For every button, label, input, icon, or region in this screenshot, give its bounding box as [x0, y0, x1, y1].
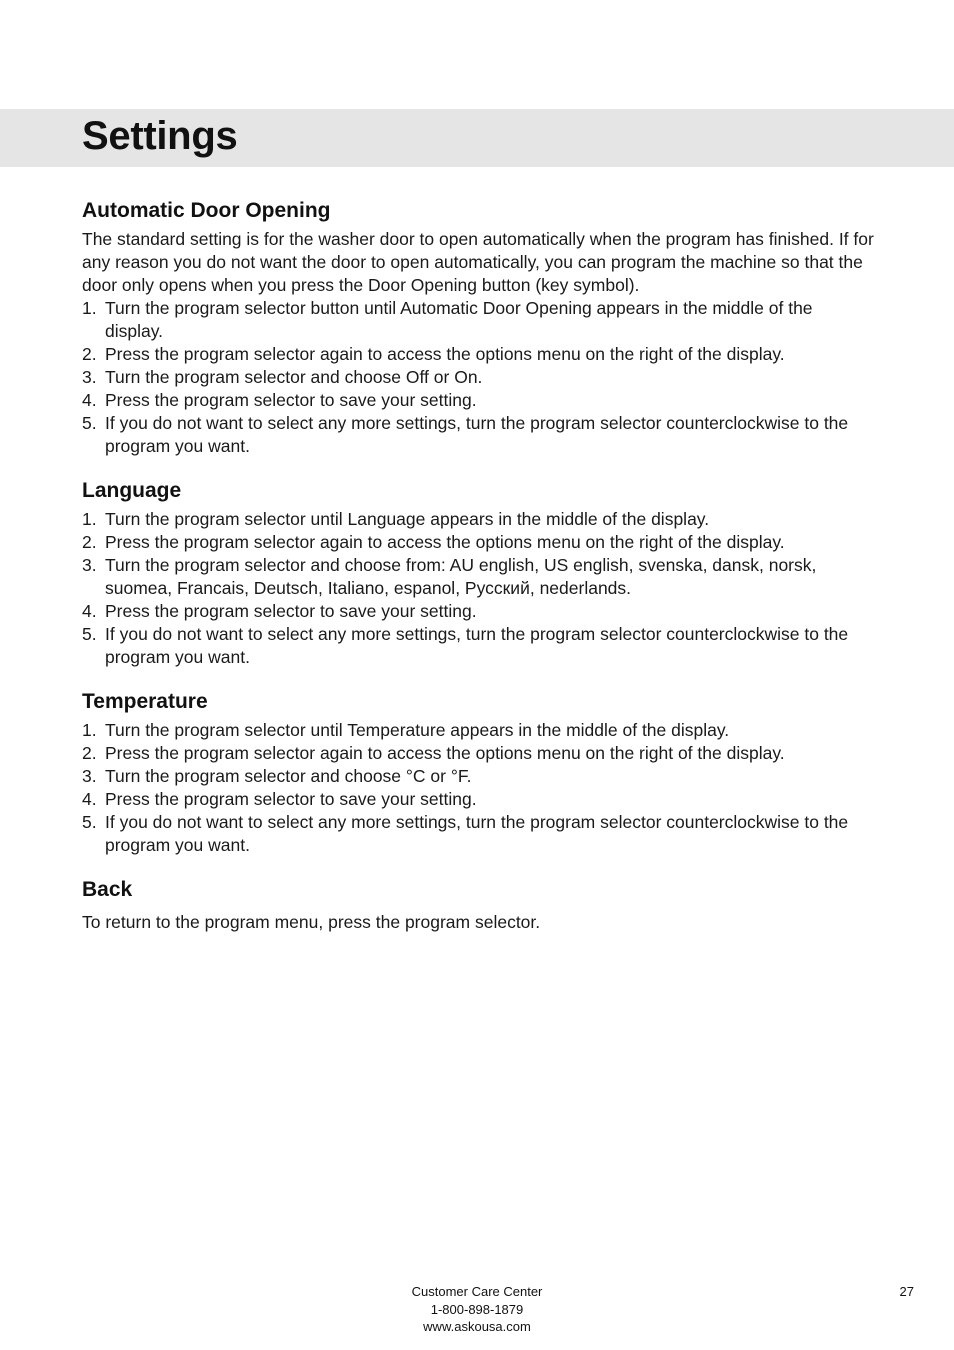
section-language: [82, 476, 874, 669]
list-item: [82, 297, 874, 343]
steps-list: [82, 719, 874, 857]
footer-line-phone: 1-800-898-1879: [430, 1301, 524, 1317]
step-number: 5.: [82, 413, 97, 433]
step-number: 2.: [82, 743, 97, 763]
section-heading: Back: [82, 878, 133, 901]
section-text: To return to the program menu, press the program selector.: [82, 912, 541, 932]
footer: [0, 1283, 954, 1336]
step-text: Turn the program selector until Language appears in the middle of the display.: [105, 509, 710, 529]
section-back: [82, 875, 874, 934]
steps-list: [82, 297, 874, 458]
list-item: [82, 788, 874, 811]
step-number: 3.: [82, 555, 97, 575]
step-number: 1.: [82, 298, 97, 318]
section-heading: Temperature: [82, 690, 208, 713]
step-text: Turn the program selector and choose Off or On.: [105, 367, 483, 387]
content: [82, 196, 874, 952]
list-item: [82, 623, 874, 669]
list-item: [82, 531, 874, 554]
list-item: [82, 719, 874, 742]
step-text: Press the program selector to save your setting.: [105, 390, 477, 410]
step-text: If you do not want to select any more settings, turn the program selector counterclockwise to the program you want.: [105, 812, 849, 855]
step-number: 5.: [82, 624, 97, 644]
step-number: 3.: [82, 367, 97, 387]
list-item: [82, 765, 874, 788]
step-text: Press the program selector again to access the options menu on the right of the display.: [105, 532, 785, 552]
step-text: Turn the program selector button until Automatic Door Opening appears in the middle of the display.: [105, 298, 813, 341]
step-number: 4.: [82, 789, 97, 809]
section-heading: Language: [82, 479, 182, 502]
section-automatic-door-opening: [82, 196, 874, 458]
list-item: [82, 366, 874, 389]
step-text: Press the program selector to save your setting.: [105, 789, 477, 809]
step-number: 4.: [82, 390, 97, 410]
step-text: Press the program selector again to access the options menu on the right of the display.: [105, 743, 785, 763]
step-text: If you do not want to select any more settings, turn the program selector counterclockwise to the program you want.: [105, 624, 849, 667]
page-title: Settings: [82, 114, 238, 158]
step-text: Turn the program selector and choose °C or °F.: [105, 766, 472, 786]
steps-list: [82, 508, 874, 669]
step-text: Press the program selector to save your setting.: [105, 601, 477, 621]
section-heading: Automatic Door Opening: [82, 199, 331, 222]
page-number: 27: [899, 1284, 914, 1299]
step-number: 1.: [82, 720, 97, 740]
step-text: If you do not want to select any more settings, turn the program selector counterclockwise to the program you want.: [105, 413, 849, 456]
list-item: [82, 389, 874, 412]
list-item: [82, 508, 874, 531]
step-text: Turn the program selector until Temperature appears in the middle of the display.: [105, 720, 730, 740]
footer-line-customer-care: Customer Care Center: [411, 1284, 543, 1299]
section-intro: The standard setting is for the washer door to open automatically when the program has finished. If for any reason you do not want the door to open automatically, you can program the machine so that the door only opens when you press the Door Opening button (key symbol).: [82, 229, 874, 295]
list-item: [82, 600, 874, 623]
footer-line-website: www.askousa.com: [423, 1319, 531, 1334]
list-item: [82, 412, 874, 458]
list-item: [82, 811, 874, 857]
step-number: 2.: [82, 344, 97, 364]
step-number: 1.: [82, 509, 97, 529]
section-temperature: [82, 687, 874, 857]
step-text: Turn the program selector and choose from: AU english, US english, svenska, dansk, norsk, suomea, Francais, Deutsch, Italiano, espanol, Русский, nederlands.: [105, 555, 817, 598]
step-number: 2.: [82, 532, 97, 552]
step-text: Press the program selector again to access the options menu on the right of the display.: [105, 344, 785, 364]
step-number: 5.: [82, 812, 97, 832]
list-item: [82, 554, 874, 600]
list-item: [82, 343, 874, 366]
step-number: 3.: [82, 766, 97, 786]
step-number: 4.: [82, 601, 97, 621]
list-item: [82, 742, 874, 765]
